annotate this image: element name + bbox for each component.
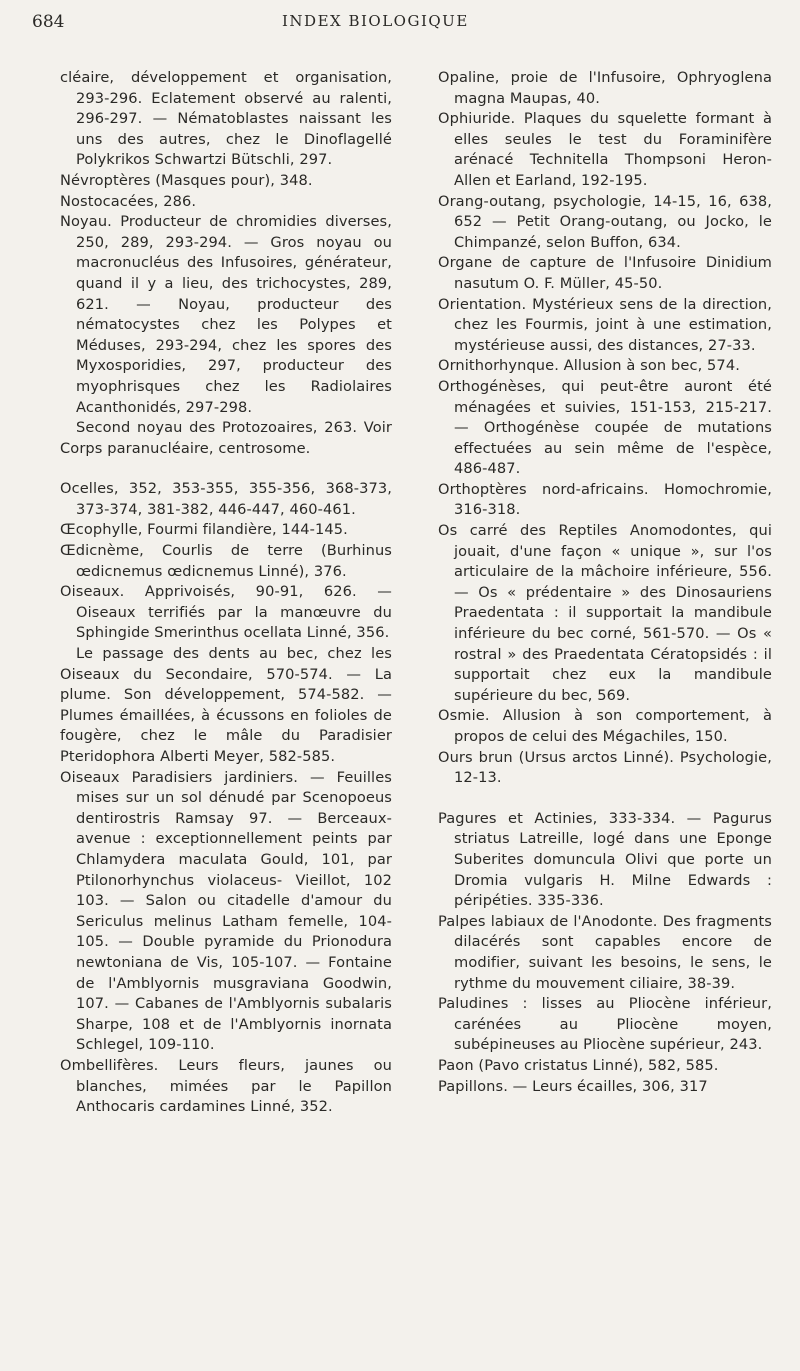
index-entry: Ophiuride. Plaques du squelette formant à elles seules le test du Foraminifère arénacé Technitella Thompsoni Heron-Allen et Earland, 192-195. bbox=[438, 110, 772, 189]
index-entry: Ombellifères. Leurs fleurs, jaunes ou blanches, mimées par le Papillon Anthocaris cardamines Linné, 352. bbox=[60, 1056, 392, 1116]
index-entry: Le passage des dents au bec, chez les Oiseaux du Secondaire, 570-574. — La plume. Son développement, 574-582. — Plumes émaillées, à écussons en folioles de fougère, chez le mâle du Paradisier Pteridophora Alberti Meyer, 582-585. bbox=[60, 645, 392, 765]
entry-spacer bbox=[438, 789, 772, 809]
right-column bbox=[438, 68, 772, 1118]
index-entry: Oiseaux Paradisiers jardiniers. — Feuilles mises sur un sol dénudé par Scenopoeus dentirostris Ramsay 97. — Berceaux-avenue : exceptionnellement peints par Chlamydera maculata Gould, 101, par Ptilonorhynchus violaceus- Vieillot, 102 103. — Salon ou citadelle d'amour du Sericulus melinus Latham femelle, 104-105. — Double pyramide du Prionodura newtoniana de Vis, 105-107. — Fontaine de l'Amblyornis musgraviana Goodwin, 107. — Cabanes de l'Amblyornis subalaris Sharpe, 108 et de l'Amblyornis inornata Schlegel, 109-110. bbox=[60, 768, 392, 1054]
index-entry: Noyau. Producteur de chromidies diverses, 250, 289, 293-294. — Gros noyau ou macronucléus des Infusoires, générateur, quand il y a lieu, des trichocystes, 289, 621. — Noyau, producteur des nématocystes chez les Polypes et Méduses, 293-294, chez les spores des Myxosporidies, 297, producteur des myophrisques chez les Radiolaires Acanthonidés, 297-298. bbox=[60, 213, 392, 416]
index-entry: Ocelles, 352, 353-355, 355-356, 368-373, 373-374, 381-382, 446-447, 460-461. bbox=[60, 480, 392, 518]
index-entry: Œcophylle, Fourmi filandière, 144-145. bbox=[60, 521, 348, 539]
index-entry: Pagures et Actinies, 333-334. — Pagurus striatus Latreille, logé dans une Eponge Suberites domuncula Olivi que porte un Dromia vulgaris H. Milne Edwards : péripéties. 335-336. bbox=[438, 809, 772, 910]
index-entry: Oiseaux. Apprivoisés, 90-91, 626. — Oiseaux terrifiés par la manœuvre du Sphingide Smerinthus ocellata Linné, 356. bbox=[60, 583, 392, 642]
index-entry: Œdicnème, Courlis de terre (Burhinus œdicnemus œdicnemus Linné), 376. bbox=[60, 542, 392, 580]
index-entry: Second noyau des Protozoaires, 263. Voir Corps paranucléaire, centrosome. bbox=[60, 419, 392, 457]
page-number: 684 bbox=[32, 12, 65, 32]
index-entry: Palpes labiaux de l'Anodonte. Des fragments dilacérés sont capables encore de modifier, suivant les besoins, le sens, le rythme du mouvement ciliaire, 38-39. bbox=[438, 912, 772, 992]
index-entry: Orientation. Mystérieux sens de la direction, chez les Fourmis, joint à une estimation, mystérieuse aussi, des distances, 27-33. bbox=[438, 295, 772, 354]
index-entry: Névroptères (Masques pour), 348. bbox=[60, 171, 313, 189]
index-entry: Nostocacées, 286. bbox=[60, 192, 197, 210]
index-entry: Organe de capture de l'Infusoire Dinidium nasutum O. F. Müller, 45-50. bbox=[438, 254, 772, 292]
index-entry: Orthoptères nord-africains. Homochromie, 316-318. bbox=[438, 480, 772, 519]
entry-spacer bbox=[60, 459, 392, 479]
index-entry: Orang-outang, psychologie, 14-15, 16, 638, 652 — Petit Orang-outang, ou Jocko, le Chimpanzé, selon Buffon, 634. bbox=[438, 192, 772, 251]
index-entry: Osmie. Allusion à son comportement, à propos de celui des Mégachiles, 150. bbox=[438, 707, 772, 745]
index-entry: Papillons. — Leurs écailles, 306, 317 bbox=[438, 1077, 708, 1095]
left-column bbox=[60, 68, 392, 1118]
index-entry: cléaire, développement et organisation, 293-296. Eclatement observé au ralenti, 296-297. — Nématoblastes naissant les uns des autres, chez le Dinoflagellé Polykrikos Schwartzi Bütschli, 297. bbox=[60, 69, 392, 169]
index-columns bbox=[60, 68, 772, 1118]
index-entry: Os carré des Reptiles Anomodontes, qui jouait, d'une façon « unique », sur l'os articulaire de la mâchoire inférieure, 556. — Os « prédentaire » des Dinosauriens Praedentata : il supportait la mandibule inférieure du bec corné, 561-570. — Os « rostral » des Praedentata Cératopsidés : il supportait chez eux la mandibule supérieure du bec, 569. bbox=[438, 522, 772, 704]
index-entry: Paon (Pavo cristatus Linné), 582, 585. bbox=[438, 1056, 719, 1074]
running-head: INDEX BIOLOGIQUE bbox=[282, 12, 469, 30]
index-entry: Ours brun (Ursus arctos Linné). Psychologie, 12-13. bbox=[438, 748, 772, 787]
index-entry: Orthogénèses, qui peut-être auront été ménagées et suivies, 151-153, 215-217. — Orthogénèse coupée de mutations effectuées au sein même de l'espèce, 486-487. bbox=[438, 377, 772, 478]
index-entry: Paludines : lisses au Pliocène inférieur, carénées au Pliocène moyen, subépineuses au Pliocène supérieur, 243. bbox=[438, 995, 772, 1054]
index-entry: Opaline, proie de l'Infusoire, Ophryoglena magna Maupas, 40. bbox=[438, 69, 772, 107]
page-header bbox=[32, 12, 768, 36]
index-entry: Ornithorhynque. Allusion à son bec, 574. bbox=[438, 357, 740, 375]
